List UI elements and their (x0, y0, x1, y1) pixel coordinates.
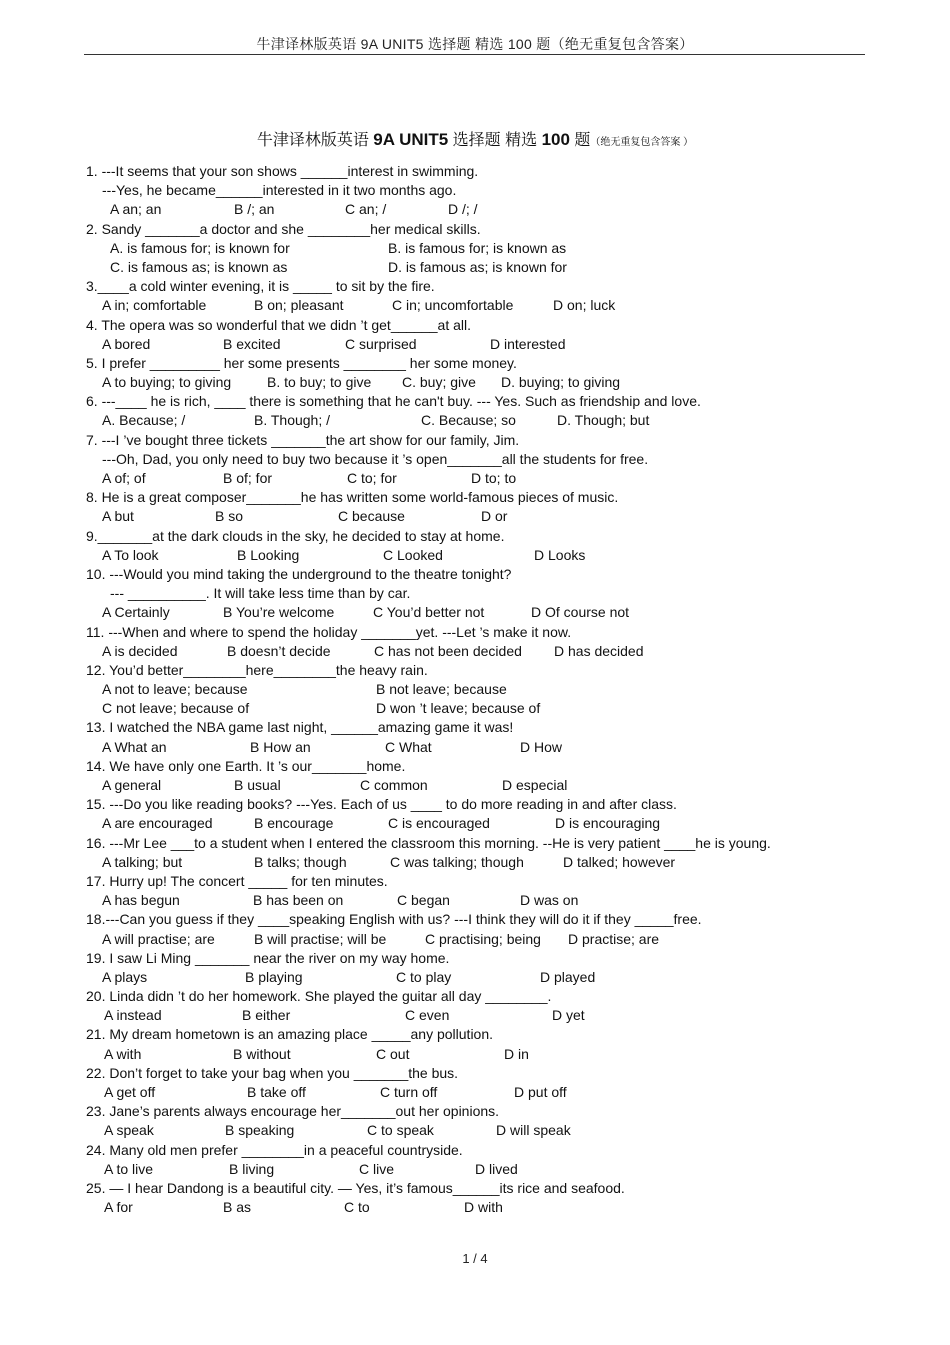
question-text: 16. ---Mr Lee ___to a student when I entered the classroom this morning. --He is very patient ____he is young. (86, 834, 771, 851)
title-suffix: 题 (569, 132, 591, 149)
answer-option: D will speak (496, 1122, 571, 1139)
title-middle: 选择题 精选 (448, 132, 542, 149)
answer-option: C. buy; give (402, 374, 476, 391)
answer-option: C has not been decided (374, 642, 522, 659)
answer-option: D yet (552, 1007, 585, 1024)
answer-option: B. Though; / (254, 412, 331, 429)
question-option-line (86, 814, 876, 833)
question-stem-line (86, 527, 876, 546)
answer-option: D or (481, 508, 508, 525)
question-option-line (86, 296, 876, 315)
question-text: 12. You’d better________here________the heavy rain. (86, 661, 428, 678)
answer-option: C to (344, 1199, 370, 1216)
answer-option: A. is famous for; is known for (110, 239, 290, 256)
answer-option: D played (540, 968, 596, 985)
answer-option: C in; uncomfortable (392, 297, 514, 314)
question-text: 8. He is a great composer_______he has written some world-famous pieces of music. (86, 489, 619, 506)
question-text: 13. I watched the NBA game last night, ______amazing game it was! (86, 719, 514, 736)
question-option-line (86, 853, 876, 872)
question-stem-line (86, 277, 876, 296)
answer-option: B of; for (223, 470, 273, 486)
answer-option: D in (504, 1045, 529, 1062)
question-stem-line (86, 1141, 876, 1160)
question-list (86, 162, 876, 1217)
question-text: 6. ---____ he is rich, ____ there is something that he can't buy. --- Yes. Such as friendship and love. (86, 393, 701, 410)
question-option-line (86, 546, 876, 565)
question-option-line (86, 891, 876, 910)
question-option-line (86, 584, 876, 603)
question-option-line (86, 738, 876, 757)
question-option-line (86, 776, 876, 795)
answer-option: C. Because; so (421, 412, 516, 429)
answer-option: C surprised (345, 335, 417, 352)
answer-option: C because (338, 508, 405, 525)
answer-option: C practising; being (425, 930, 541, 947)
answer-option: B Looking (237, 546, 300, 563)
question-text: 14. We have only one Earth. It ’s our_______home. (86, 757, 406, 774)
answer-option: B take off (247, 1084, 306, 1100)
question-text: 15. ---Do you like reading books? ---Yes. Each of us ____ to do more reading in and after class. (86, 796, 677, 813)
answer-option: B excited (223, 335, 281, 352)
question-stem-line (86, 872, 876, 891)
question-text: 24. Many old men prefer ________in a peaceful countryside. (86, 1141, 463, 1158)
answer-option: B. is famous for; is known as (388, 239, 567, 256)
question-stem-line (86, 354, 876, 373)
question-text: 10. ---Would you mind taking the underground to the theatre tonight? (86, 565, 512, 582)
question-stem-line (86, 987, 876, 1006)
answer-option: D with (464, 1199, 503, 1216)
answer-option: C was talking; though (390, 853, 524, 870)
answer-option: A to buying; to giving (102, 374, 232, 391)
question-stem-line (86, 757, 876, 776)
answer-option: C an; / (345, 201, 387, 218)
answer-option: A What an (102, 738, 167, 755)
answer-option: C is encouraged (388, 815, 490, 832)
question-option-line (86, 1006, 876, 1025)
answer-option: B encourage (254, 815, 334, 832)
answer-option: B as (223, 1199, 252, 1216)
question-stem-line (86, 834, 876, 853)
question-option-line (86, 1045, 876, 1064)
answer-option: A with (104, 1045, 142, 1062)
answer-option: B speaking (225, 1122, 295, 1139)
answer-option: D Of course not (531, 604, 630, 621)
question-option-line (86, 1160, 876, 1179)
answer-option: D on; luck (553, 297, 616, 314)
question-option-line (86, 1121, 876, 1140)
question-stem-line (86, 795, 876, 814)
answer-option: A in; comfortable (102, 297, 207, 314)
question-text: 5. I prefer _________ her some presents ________ her some money. (86, 354, 517, 371)
answer-option: B You’re welcome (223, 604, 335, 621)
question-option-line (86, 181, 876, 200)
answer-option: C to; for (347, 470, 397, 486)
answer-option: A Certainly (102, 604, 170, 621)
answer-option: D especial (502, 777, 568, 793)
answer-option: A general (102, 777, 162, 793)
answer-option: D was on (520, 892, 579, 909)
question-text: 2. Sandy _______a doctor and she ________her medical skills. (86, 220, 481, 237)
answer-option: D. buying; to giving (501, 374, 621, 391)
answer-option: B will practise; will be (254, 930, 387, 947)
question-text: 4. The opera was so wonderful that we didn ’t get______at all. (86, 316, 471, 333)
question-option-line (86, 258, 876, 277)
question-stem-line (86, 949, 876, 968)
answer-option: C You’d better not (373, 604, 485, 621)
answer-option: A for (104, 1199, 133, 1216)
answer-option: B talks; though (254, 853, 347, 870)
answer-option: A is decided (102, 642, 178, 659)
answer-option: B. to buy; to give (267, 374, 372, 391)
answer-option: A has begun (102, 892, 180, 909)
question-text: 11. ---When and where to spend the holiday _______yet. ---Let ’s make it now. (86, 623, 572, 640)
question-stem-line (86, 1064, 876, 1083)
question-stem-line (86, 1102, 876, 1121)
answer-option: A speak (104, 1122, 154, 1139)
answer-option: A To look (102, 546, 159, 563)
answer-option: A get off (104, 1084, 156, 1100)
answer-option: C began (397, 892, 450, 909)
question-text: 20. Linda didn ’t do her homework. She played the guitar all day ________. (86, 988, 552, 1005)
question-text: 25. — I hear Dandong is a beautiful city. — Yes, it’s famous______its rice and seafood. (86, 1179, 625, 1196)
title-count: 100 (541, 130, 570, 149)
question-text: 3.____a cold winter evening, it is _____ to sit by the fire. (86, 278, 435, 295)
answer-option: A are encouraged (102, 815, 213, 832)
question-stem-line (86, 718, 876, 737)
answer-option: ---Yes, he became______interested in it two months ago. (102, 182, 457, 199)
question-text: 19. I saw Li Ming _______ near the river on my way home. (86, 949, 450, 966)
question-option-line (86, 239, 876, 258)
answer-option: B usual (234, 777, 281, 793)
answer-option: A talking; but (102, 853, 183, 870)
header-divider (84, 54, 865, 55)
question-text: 22. Don’t forget to take your bag when you _______the bus. (86, 1064, 459, 1081)
question-text: 1. ---It seems that your son shows ______interest in swimming. (86, 163, 479, 179)
answer-option: D has decided (554, 642, 644, 659)
answer-option: A of; of (102, 470, 146, 486)
question-stem-line (86, 565, 876, 584)
question-option-line (86, 469, 876, 488)
title-prefix: 牛津译林版英语 (256, 132, 374, 149)
answer-option: D /; / (448, 201, 478, 218)
answer-option: D talked; however (563, 853, 676, 870)
answer-option: D. is famous as; is known for (388, 258, 567, 275)
answer-option: D is encouraging (555, 815, 661, 832)
title-unit: 9A UNIT5 (373, 130, 449, 149)
answer-option: ---Oh, Dad, you only need to buy two because it ’s open_______all the students for free. (102, 450, 649, 467)
question-text: 17. Hurry up! The concert _____ for ten minutes. (86, 872, 388, 889)
answer-option: B living (229, 1160, 275, 1177)
answer-option: B playing (245, 968, 303, 985)
question-text: 23. Jane’s parents always encourage her_______out her opinions. (86, 1103, 500, 1120)
answer-option: D put off (514, 1084, 567, 1100)
answer-option: D. Though; but (557, 412, 650, 429)
answer-option: C common (360, 777, 428, 793)
answer-option: --- __________. It will take less time than by car. (110, 585, 411, 602)
answer-option: A but (102, 508, 134, 525)
question-option-line (86, 373, 876, 392)
answer-option: B /; an (234, 201, 275, 218)
running-header: 牛津译林版英语 9A UNIT5 选择题 精选 100 题（绝无重复包含答案） (256, 36, 694, 52)
answer-option: A an; an (110, 201, 162, 218)
question-stem-line (86, 661, 876, 680)
question-stem-line (86, 392, 876, 411)
answer-option: B doesn’t decide (227, 642, 331, 659)
question-text: 9._______at the dark clouds in the sky, he decided to stay at home. (86, 527, 505, 544)
question-option-line (86, 411, 876, 430)
answer-option: A. Because; / (102, 412, 186, 429)
answer-option: A plays (102, 968, 148, 985)
answer-option: C live (359, 1160, 395, 1177)
question-option-line (86, 200, 876, 219)
answer-option: B so (215, 508, 244, 525)
document-title (0, 127, 950, 150)
question-stem-line (86, 1179, 876, 1198)
answer-option: A will practise; are (102, 930, 215, 947)
question-option-line (86, 930, 876, 949)
question-option-line (86, 1198, 876, 1217)
answer-option: C What (385, 738, 432, 755)
answer-option: C to speak (367, 1122, 434, 1139)
answer-option: B either (242, 1007, 291, 1024)
question-text: 21. My dream hometown is an amazing place _____any pollution. (86, 1026, 494, 1043)
question-option-line (86, 1083, 876, 1102)
page-number: 1 / 4 (462, 1251, 488, 1266)
answer-option: C to play (396, 968, 452, 985)
question-option-line (86, 699, 876, 718)
answer-option: C. is famous as; is known as (110, 258, 288, 275)
question-text: 18.---Can you guess if they ____speaking English with us? ---I think they will do it if they _____free. (86, 911, 702, 928)
answer-option: D practise; are (568, 930, 660, 947)
answer-option: A instead (104, 1007, 162, 1024)
question-stem-line (86, 162, 876, 181)
answer-option: C Looked (383, 546, 443, 563)
question-text: 7. ---I ’ve bought three tickets _______the art show for our family, Jim. (86, 431, 520, 448)
question-option-line (86, 603, 876, 622)
question-stem-line (86, 431, 876, 450)
answer-option: D How (520, 738, 563, 755)
question-option-line (86, 680, 876, 699)
question-stem-line (86, 1025, 876, 1044)
question-stem-line (86, 316, 876, 335)
answer-option: B has been on (253, 892, 344, 909)
question-stem-line (86, 220, 876, 239)
answer-option: B without (233, 1045, 291, 1062)
question-stem-line (86, 623, 876, 642)
answer-option: C out (376, 1045, 410, 1062)
answer-option: D Looks (534, 546, 586, 563)
answer-option: B on; pleasant (254, 297, 344, 314)
question-option-line (86, 507, 876, 526)
answer-option: D interested (490, 335, 566, 352)
answer-option: A to live (104, 1160, 154, 1177)
answer-option: D won ’t leave; because of (376, 700, 541, 717)
title-note: （绝无重复包含答案 ） (590, 137, 694, 148)
answer-option: B How an (250, 738, 311, 755)
answer-option: C even (405, 1007, 450, 1024)
answer-option: C not leave; because of (102, 700, 250, 717)
question-option-line (86, 968, 876, 987)
answer-option: C turn off (380, 1084, 438, 1100)
answer-option: D lived (475, 1160, 518, 1177)
answer-option: A not to leave; because (102, 681, 248, 698)
question-option-line (86, 450, 876, 469)
question-stem-line (86, 910, 876, 929)
answer-option: B not leave; because (376, 681, 507, 698)
question-option-line (86, 642, 876, 661)
question-option-line (86, 335, 876, 354)
answer-option: D to; to (471, 470, 517, 486)
answer-option: A bored (102, 335, 151, 352)
question-stem-line (86, 488, 876, 507)
